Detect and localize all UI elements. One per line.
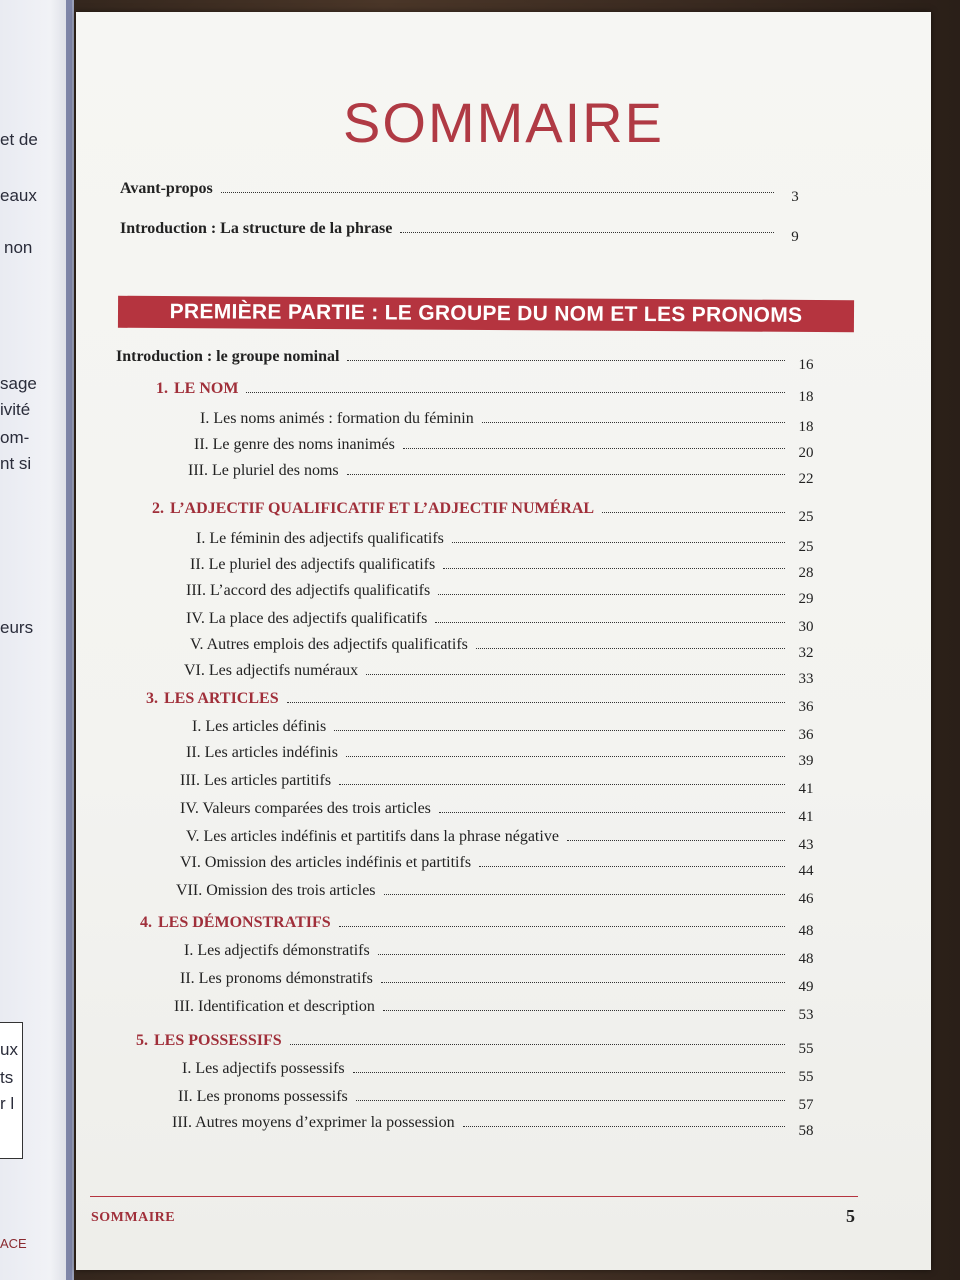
dot-leader: [383, 1009, 785, 1011]
toc-chapter-2[interactable]: [152, 494, 821, 525]
dot-leader: [602, 511, 785, 513]
toc-page-number: 20: [798, 445, 814, 461]
footer-page-number: 5: [846, 1206, 855, 1226]
toc-section[interactable]: III. Autres moyens d’exprimer la possession 58: [172, 1108, 821, 1132]
dot-leader: [221, 191, 774, 193]
toc-section[interactable]: VI. Les adjectifs numéraux 33: [184, 656, 821, 680]
dot-leader: [246, 391, 785, 393]
toc-section[interactable]: V. Les articles indéfinis et partitifs dans la phrase négative 43: [186, 822, 821, 846]
dot-leader: [476, 647, 785, 649]
toc-section[interactable]: I. Le féminin des adjectifs qualificatifs 25: [196, 524, 821, 548]
dot-leader: [356, 1099, 785, 1101]
dot-leader: [339, 783, 785, 785]
toc-entry-introduction[interactable]: [120, 214, 810, 245]
dot-leader: [378, 953, 785, 955]
dot-leader: [482, 421, 785, 423]
dot-leader: [400, 231, 774, 233]
left-fragment: nt si: [0, 454, 32, 473]
left-fragment: ux: [0, 1040, 18, 1059]
toc-chapter-5[interactable]: [136, 1026, 821, 1057]
chapter-title: LES POSSESSIFS: [154, 1032, 282, 1049]
toc-page-number: 22: [798, 471, 814, 487]
page-title: SOMMAIRE: [343, 91, 664, 154]
toc-page-number: 53: [798, 1007, 814, 1023]
toc-section[interactable]: II. Les pronoms démonstratifs 49: [180, 964, 821, 988]
dot-leader: [479, 865, 785, 867]
toc-chapter-3[interactable]: [146, 684, 821, 715]
dot-leader: [435, 621, 785, 623]
page-edge: [66, 0, 72, 1280]
chapter-number: 5.: [136, 1032, 148, 1049]
toc-page-number: 57: [798, 1097, 814, 1113]
dot-leader: [567, 839, 785, 841]
sommaire-page: [76, 12, 931, 1270]
dot-leader: [463, 1125, 785, 1127]
dot-leader: [381, 981, 785, 983]
dot-leader: [439, 811, 785, 813]
toc-section[interactable]: III. Le pluriel des noms 22: [188, 456, 821, 480]
toc-section[interactable]: I. Les articles définis 36: [192, 712, 821, 736]
dot-leader: [287, 701, 785, 703]
toc-page-number: 32: [798, 645, 814, 661]
toc-section[interactable]: II. Les articles indéfinis 39: [186, 738, 821, 762]
toc-page-number: 33: [798, 671, 814, 687]
toc-page-number: 3: [791, 189, 799, 205]
dot-leader: [353, 1071, 785, 1073]
toc-section[interactable]: III. Les articles partitifs 41: [180, 766, 821, 790]
chapter-title: LES ARTICLES: [164, 690, 279, 707]
left-fragment: et de: [0, 130, 38, 149]
toc-page-number: 9: [791, 229, 799, 245]
toc-page-number: 18: [798, 389, 814, 405]
toc-section[interactable]: I. Les adjectifs possessifs 55: [182, 1054, 821, 1078]
toc-page-number: 16: [798, 357, 814, 373]
toc-chapter-1[interactable]: [156, 374, 821, 405]
toc-page-number: 36: [798, 699, 814, 715]
toc-entry-avant-propos[interactable]: [120, 174, 810, 205]
toc-page-number: 41: [798, 809, 814, 825]
dot-leader: [452, 541, 785, 543]
dot-leader: [346, 755, 785, 757]
toc-section[interactable]: III. Identification et description 53: [174, 992, 821, 1016]
chapter-number: 4.: [140, 914, 152, 931]
toc-page-number: 43: [798, 837, 814, 853]
left-fragment: ts: [0, 1068, 14, 1087]
dot-leader: [443, 567, 785, 569]
toc-entry-label: Avant-propos: [120, 180, 213, 197]
chapter-number: 2.: [152, 500, 164, 517]
toc-section[interactable]: II. Le pluriel des adjectifs qualificatifs 28: [190, 550, 821, 574]
toc-page-number: 25: [798, 509, 814, 525]
toc-section[interactable]: I. Les adjectifs démonstratifs 48: [184, 936, 821, 960]
toc-page-number: 49: [798, 979, 814, 995]
toc-page-number: 55: [798, 1069, 814, 1085]
left-fragment: ivité: [0, 400, 31, 419]
left-fragment: eurs: [0, 618, 34, 637]
toc-page-number: 46: [798, 891, 814, 907]
toc-section[interactable]: IV. La place des adjectifs qualificatifs 30: [186, 604, 821, 628]
dot-leader: [366, 673, 785, 675]
toc-page-number: 18: [798, 419, 814, 435]
toc-section[interactable]: VI. Omission des articles indéfinis et partitifs 44: [180, 848, 821, 872]
chapter-number: 3.: [146, 690, 158, 707]
left-fragment: eaux: [0, 186, 37, 205]
dot-leader: [339, 925, 785, 927]
toc-entry-label: Introduction : La structure de la phrase: [120, 220, 393, 237]
toc-section[interactable]: VII. Omission des trois articles 46: [176, 876, 821, 900]
toc-page-number: 25: [798, 539, 814, 555]
dot-leader: [334, 729, 785, 731]
toc-section[interactable]: III. L’accord des adjectifs qualificatifs 29: [186, 576, 821, 600]
chapter-title: LES DÉMONSTRATIFS: [158, 914, 331, 931]
left-fragment: sage: [0, 374, 37, 393]
dot-leader: [438, 593, 785, 595]
chapter-title: LE NOM: [174, 380, 239, 397]
toc-page-number: 29: [798, 591, 814, 607]
dot-leader: [290, 1043, 785, 1045]
chapter-number: 1.: [156, 380, 168, 397]
part-banner: PREMIÈRE PARTIE : LE GROUPE DU NOM ET LES PRONOMS: [118, 296, 854, 332]
dot-leader: [384, 893, 785, 895]
toc-page-number: 30: [798, 619, 814, 635]
toc-chapter-4[interactable]: [140, 908, 821, 939]
left-fragment: non: [4, 238, 33, 257]
toc-section[interactable]: IV. Valeurs comparées des trois articles 41: [180, 794, 821, 818]
toc-page-number: 44: [798, 863, 814, 879]
toc-entry-part-intro[interactable]: [116, 342, 821, 373]
toc-page-number: 48: [798, 951, 814, 967]
left-fragment: om-: [0, 428, 30, 447]
toc-section[interactable]: I. Les noms animés : formation du féminin 18: [200, 404, 821, 428]
toc-page-number: 55: [798, 1041, 814, 1057]
toc-page-number: 39: [798, 753, 814, 769]
toc-page-number: 36: [798, 727, 814, 743]
toc-page-number: 28: [798, 565, 814, 581]
dot-leader: [347, 359, 785, 361]
toc-page-number: 41: [798, 781, 814, 797]
toc-section[interactable]: V. Autres emplois des adjectifs qualificatifs 32: [190, 630, 821, 654]
toc-entry-label: Introduction : le groupe nominal: [116, 348, 340, 365]
left-fragment: r l: [0, 1094, 15, 1113]
dot-leader: [347, 473, 785, 475]
toc-section[interactable]: II. Le genre des noms inanimés 20: [194, 430, 821, 454]
footer-section-label: SOMMAIRE: [91, 1210, 176, 1225]
toc-page-number: 48: [798, 923, 814, 939]
toc-page-number: 58: [798, 1123, 814, 1139]
toc-section[interactable]: II. Les pronoms possessifs 57: [178, 1082, 821, 1106]
footer-rule: [90, 1196, 858, 1197]
left-facing-page: [0, 0, 74, 1280]
left-footer-fragment: ACE: [0, 1236, 27, 1251]
dot-leader: [403, 447, 785, 449]
chapter-title: L’ADJECTIF QUALIFICATIF ET L’ADJECTIF NUMÉRAL: [170, 500, 595, 517]
